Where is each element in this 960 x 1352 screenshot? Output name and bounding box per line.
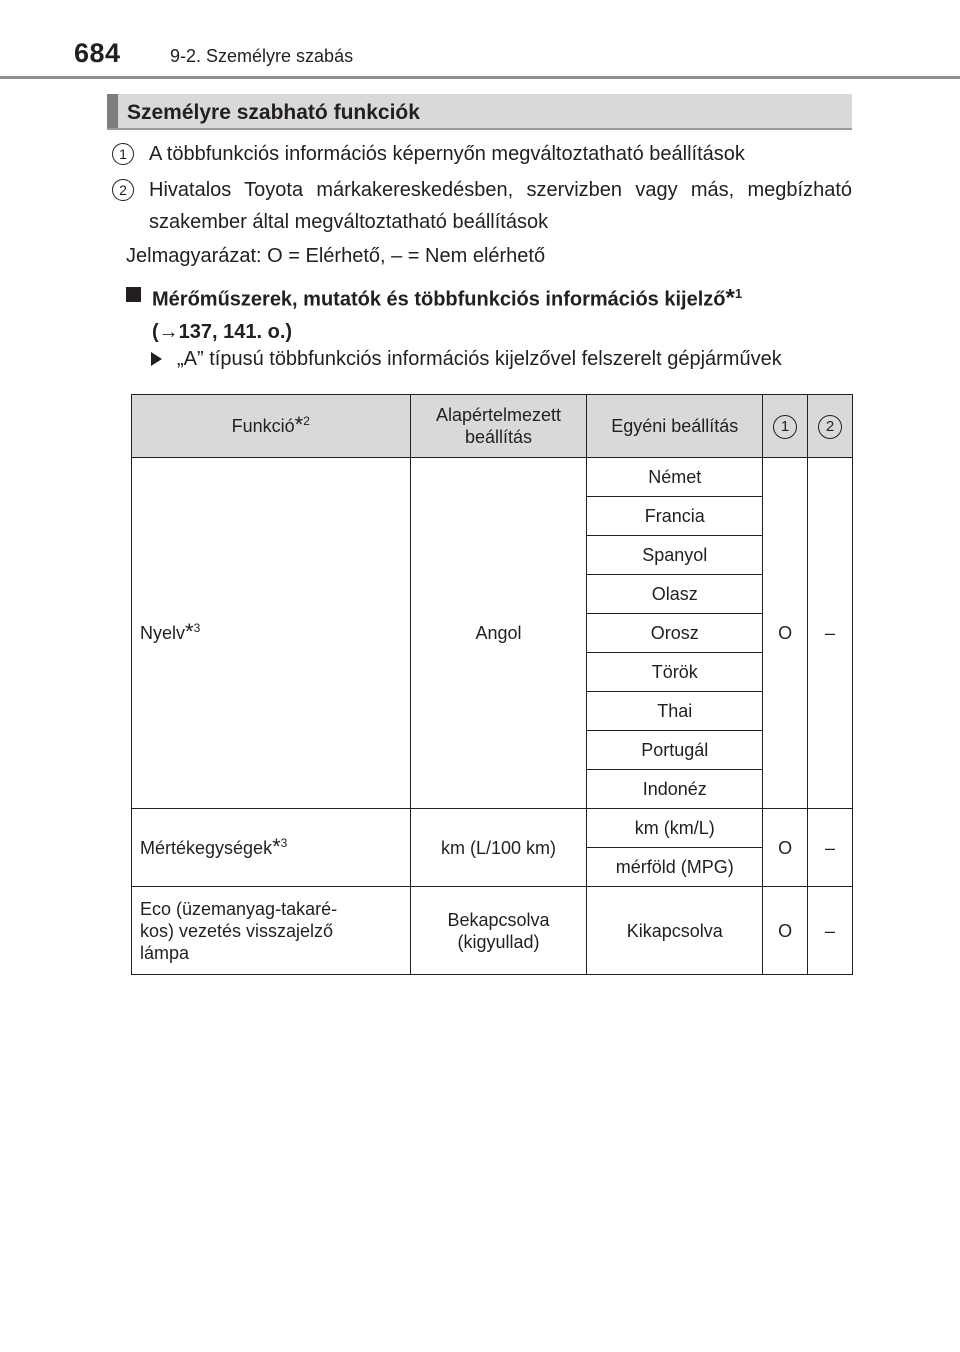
units-note: 3 <box>280 835 288 850</box>
square-bullet-icon <box>126 287 141 302</box>
footnote-star: * <box>725 284 735 312</box>
header-function-note: 2 <box>303 414 310 428</box>
units-option: mérföld (MPG) <box>587 848 763 887</box>
circled-number-1: 1 <box>112 143 134 165</box>
units-label <box>132 809 411 887</box>
section-title-bar <box>107 94 852 130</box>
footnote-ref: 1 <box>734 286 743 301</box>
table-row <box>132 809 853 848</box>
header-function-label: Funkció <box>231 416 295 436</box>
page-ref-open: ( <box>152 320 159 343</box>
language-col1: O <box>763 458 808 809</box>
language-option: Orosz <box>587 614 763 653</box>
eco-label: Eco (üzemanyag-takaré-kos) vezetés visszajelző lámpa <box>132 887 411 975</box>
circled-number-1: 1 <box>773 415 797 439</box>
table-row <box>132 458 853 497</box>
page-number: 684 <box>74 38 121 68</box>
subheading-text <box>152 278 852 348</box>
legend-item-1 <box>112 138 852 170</box>
arrow-right-icon: → <box>158 320 179 343</box>
eco-col1: O <box>763 887 808 975</box>
header-function <box>132 395 411 458</box>
language-option: Német <box>587 458 763 497</box>
triangle-bullet-icon <box>151 352 162 366</box>
units-option: km (km/L) <box>587 809 763 848</box>
language-option: Francia <box>587 497 763 536</box>
circled-number-2: 2 <box>818 415 842 439</box>
language-label <box>132 458 411 809</box>
language-label-text: Nyelv <box>140 623 186 643</box>
units-star: * <box>272 833 281 859</box>
section-header: 9-2. Személyre szabás <box>170 46 354 66</box>
section-title: Személyre szabható funkciók <box>127 101 420 124</box>
language-option: Indonéz <box>587 770 763 809</box>
units-label-text: Mértékegységek <box>140 837 273 858</box>
language-option: Olasz <box>587 575 763 614</box>
language-option: Portugál <box>587 731 763 770</box>
section-bar-accent <box>107 94 118 128</box>
table-header-row <box>132 395 853 458</box>
eco-default: Bekapcsolva (kigyullad) <box>410 887 587 975</box>
eco-col2: – <box>808 887 853 975</box>
header-col2 <box>808 395 853 458</box>
vehicle-note: „A” típusú többfunkciós információs kijelzővel felszerelt gépjárművek <box>177 348 782 370</box>
language-star: * <box>185 619 194 644</box>
units-default: km (L/100 km) <box>410 809 587 887</box>
units-col2: – <box>808 809 853 887</box>
language-option: Spanyol <box>587 536 763 575</box>
language-note: 3 <box>193 621 201 635</box>
language-option: Török <box>587 653 763 692</box>
legend-text-2: Hivatalos Toyota márkakereskedésben, szervizben vagy más, megbízható szakember által megváltoztatható beállítások <box>149 179 852 233</box>
table-row <box>132 887 853 975</box>
language-default: Angol <box>410 458 587 809</box>
header-default: Alapértelmezett beállítás <box>410 395 587 458</box>
header-divider <box>0 76 960 79</box>
legend-item-2 <box>112 174 852 238</box>
legend-key: Jelmagyarázat: O = Elérhető, – = Nem elérhető <box>126 245 546 267</box>
settings-table <box>131 394 853 975</box>
language-option: Thai <box>587 692 763 731</box>
circled-number-2: 2 <box>112 179 134 201</box>
header-col1 <box>763 395 808 458</box>
header-custom: Egyéni beállítás <box>587 395 763 458</box>
eco-custom: Kikapcsolva <box>587 887 763 975</box>
header-function-star: * <box>294 412 304 437</box>
page-ref: 137, 141. o.) <box>178 320 293 343</box>
legend-text-1: A többfunkciós információs képernyőn megváltoztatható beállítások <box>149 143 745 165</box>
subheading-title: Mérőműszerek, mutatók és többfunkciós információs kijelző <box>152 288 726 311</box>
language-col2: – <box>808 458 853 809</box>
units-col1: O <box>763 809 808 887</box>
